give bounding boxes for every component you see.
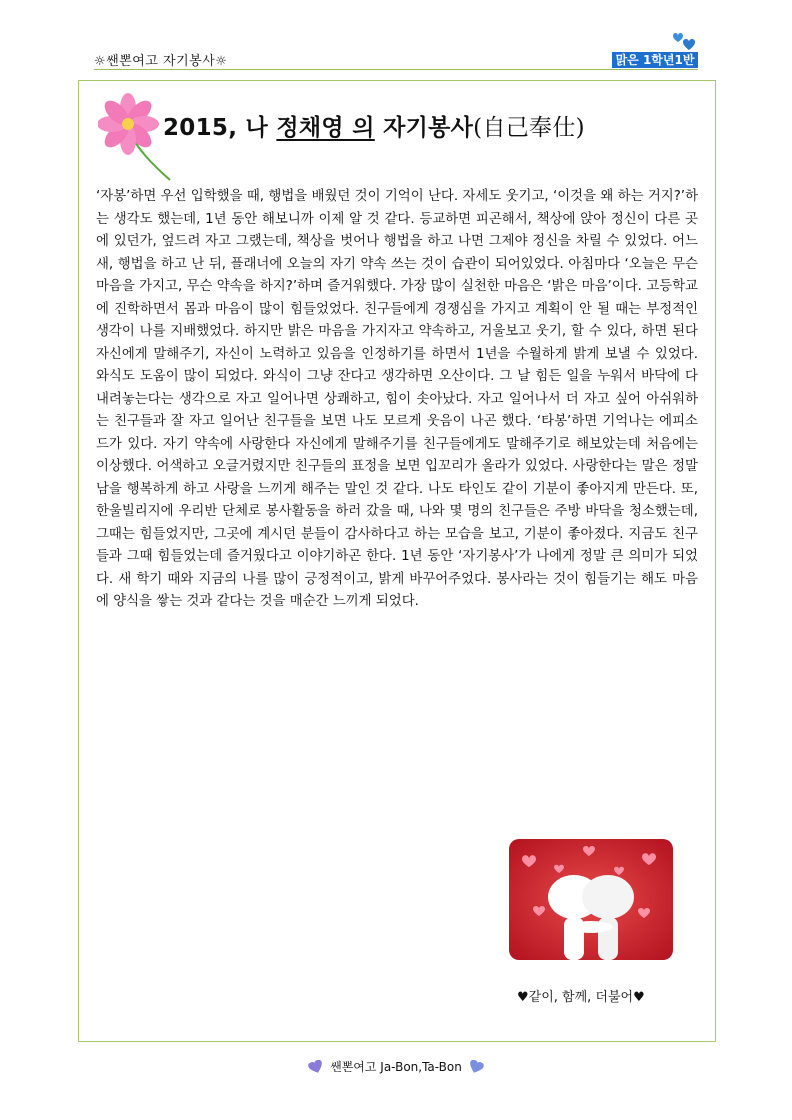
header-school-title: ☼쌘뽄여고 자기봉사☼ xyxy=(94,54,228,69)
title-suffix: 자기봉사 xyxy=(374,115,474,141)
purple-heart-icon xyxy=(468,1060,484,1074)
page-title xyxy=(163,109,585,142)
title-prefix: 2015, 나 xyxy=(163,115,277,141)
essay-body: ‘자봉’하면 우선 입학했을 때, 행법을 배웠던 것이 기억이 난다. 자세도 웃기고, ‘이것을 왜 하는 거지?’하는 생각도 했는데, 1년 동안 해보니까 이제 알 것 같다. 등교하면 피곤해서, 책상에 앉아 정신이 다른 곳에 있던가, 엎드려 자고 그랬는데, 책상을 벗어나 행법을 하고 나면 그제야 정신을 차릴 수 있었다. 어느새, 행법을 하고 난 뒤, 플래너에 오늘의 자기 약속 쓰는 것이 습관이 되어있었다. 아침마다 ‘오늘은 무슨 마음을 가지고, 무슨 약속을 하지?’하며 즐거워했다. 가장 많이 실천한 마음은 ‘밝은 마음’이다. 고등학교에 진학하면서 몸과 마음이 많이 힘들었었다. 친구들에게 경쟁심을 가지고 계획이 안 될 때는 부정적인 생각이 나를 지배했었다. 하지만 밝은 마음을 가지자고 약속하고, 거울보고 웃기, 할 수 있다, 하면 된다 자신에게 말해주기, 자신이 노력하고 있음을 인정하기를 하면서 1년을 수월하게 밝게 보낼 수 있었다. 와식도 도움이 많이 되었다. 와식이 그냥 잔다고 생각하면 오산이다. 그 날 힘든 일을 누워서 바닥에 다 내려놓는다는 생각으로 자고 일어나면 상쾌하고, 힘이 솟아났다. 자고 일어나서 더 자고 싶어 아쉬워하는 친구들과 잘 자고 일어난 친구들을 보면 나도 모르게 웃음이 나곤 했다. ‘타봉’하면 기억나는 에피소드가 있다. 자기 약속에 사랑한다 자신에게 말해주기를 친구들에게도 말해주기로 해보았는데 처음에는 이상했다. 어색하고 오글거렸지만 친구들의 표정을 보면 입꼬리가 올라가 있었다. 사랑한다는 말은 정말 남을 행복하게 하고 사랑을 느끼게 해주는 말인 것 같다. 나도 타인도 같이 기분이 좋아지게 만든다. 또, 한울빌리지에 우리반 단체로 봉사활동을 하러 갔을 때, 나와 몇 명의 친구들은 주방 바닥을 청소했는데, 그때는 힘들었지만, 그곳에 계시던 분들이 감사하다고 하는 모습을 보고, 기분이 좋아졌다. 지금도 친구들과 그때 힘들었는데 즐거웠다고 이야기하곤 한다. 1년 동안 ‘자기봉사’가 나에게 정말 큰 의미가 되었다. 새 학기 때와 지금의 나를 많이 긍정적이고, 밝게 바꾸어주었다. 봉사라는 것이 힘들기는 해도 마음에 양식을 쌓는 것과 같다는 것을 매순간 느끼게 되었다. xyxy=(96,189,699,609)
header-divider xyxy=(94,69,698,70)
title-hanja: (自己奉仕) xyxy=(473,115,585,141)
purple-heart-icon xyxy=(308,1060,324,1074)
footer-text: 쌘뽄여고 Ja-Bon,Ta-Bon xyxy=(330,1060,462,1074)
blue-hearts-icon xyxy=(672,30,698,52)
class-badge: 맑은 1학년1반 xyxy=(612,52,698,68)
title-student-name: 정채영 의 xyxy=(276,115,375,141)
hugging-couple-hearts-photo xyxy=(509,839,673,960)
page-footer xyxy=(0,1058,792,1077)
signoff-text: ♥같이, 함께, 더불어♥ xyxy=(517,990,645,1005)
